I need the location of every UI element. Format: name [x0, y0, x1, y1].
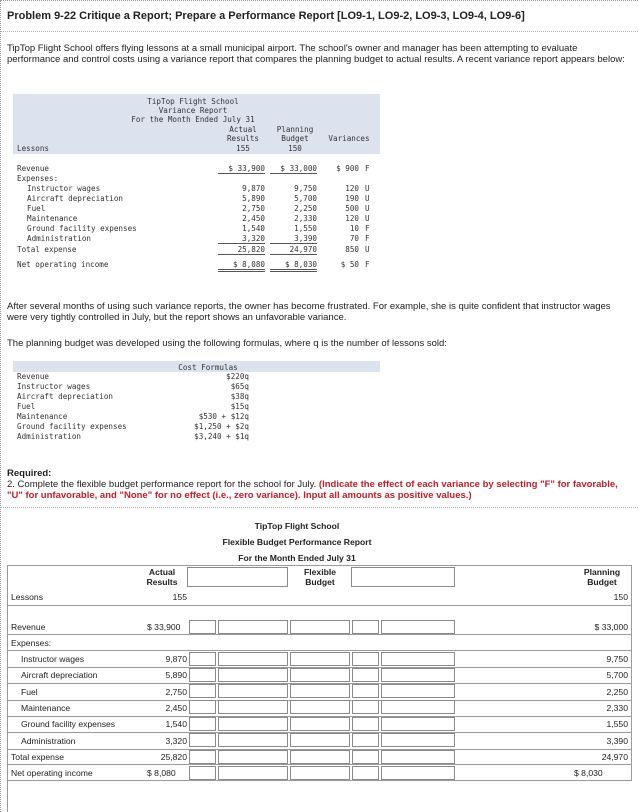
flex-expense-actual: 3,320: [165, 735, 187, 746]
variance-expense-flag: U: [365, 194, 370, 203]
variance-col-actual: Actual: [229, 125, 257, 134]
variance-period: For the Month Ended July 31: [131, 115, 255, 124]
flex-col-flexible-2: Budget: [305, 577, 335, 587]
intro-paragraph: TipTop Flight School offers flying lessons at a small municipal airport. The school's owner and manager has been attempting to evaluate performance and control costs using a variance report that compares the planning budget to actual results. A recent variance report appears below:: [7, 43, 625, 65]
required-red-text: (Indicate the effect of each variance by selecting "F" for favorable, "U" for unfavorable, and "None" for no effect (i.e., zero variance). Input all amounts as positive values.): [7, 479, 618, 501]
aircraft-depreciation-flex-plan-effect-select[interactable]: [381, 668, 455, 682]
actual-vs-flex-variance-header-input[interactable]: [187, 567, 288, 587]
variance-expense-flag: F: [365, 234, 370, 243]
required-block: [7, 468, 633, 501]
variance-total-label: Total expense: [17, 245, 77, 254]
fuel-flexible-budget-input[interactable]: [290, 684, 350, 698]
variance-revenue-label: Revenue: [17, 164, 50, 173]
variance-expense-plan: 2,330: [294, 214, 317, 223]
flex-col-flexible: Flexible: [304, 567, 336, 577]
flex-expense-plan: 9,750: [606, 654, 628, 664]
required-text: 2. Complete the flexible budget performance report for the school for July.: [7, 479, 317, 490]
table-right-border: [631, 565, 632, 780]
expenses-line: [7, 650, 632, 651]
instructor-wages-flex-plan-variance-input[interactable]: [352, 652, 379, 666]
flex-net-label: Net operating income: [11, 768, 93, 778]
aircraft-depreciation-actual-flex-variance-input[interactable]: [189, 668, 216, 682]
total-line: [7, 764, 632, 765]
revenue-actual-flex-effect-select[interactable]: [218, 620, 288, 634]
variance-revenue-var: $ 900: [336, 164, 359, 173]
maintenance-flexible-budget-input[interactable]: [290, 700, 350, 714]
formula-value: $65q: [230, 382, 249, 391]
flex-revenue-actual: $ 33,900: [147, 622, 181, 632]
variance-expense-flag: U: [365, 204, 370, 213]
required-divider: [1, 507, 639, 508]
variance-total-plan: 24,970: [270, 245, 317, 255]
variance-net-plan: $ 8,030: [270, 260, 317, 272]
flex-col-planning-2: Budget: [587, 577, 617, 587]
variance-revenue-actual: $ 33,900: [218, 164, 265, 174]
flex-expenses-label: Expenses:: [11, 638, 52, 648]
variance-expense-actual: 2,450: [242, 214, 265, 223]
variance-expense-flag: U: [365, 214, 370, 223]
variance-lessons-label: Lessons: [17, 144, 50, 153]
aircraft-depreciation-flexible-budget-input[interactable]: [290, 668, 350, 682]
variance-report-name: Variance Report: [158, 106, 228, 115]
flex-revenue-plan: $ 33,000: [594, 622, 628, 632]
formulas-header: Cost Formulas: [178, 363, 238, 372]
flex-expense-actual: 5,890: [165, 670, 187, 681]
ground-facility-flex-plan-variance-input[interactable]: [352, 717, 379, 731]
paragraph-frustration: After several months of using such variance reports, the owner has become frustrated. For example, she is quite confident that instructor wages were very tightly controlled in July, but the report shows an unfavorable variance.: [7, 301, 611, 323]
flex-expense-plan: 3,390: [606, 735, 628, 746]
variance-col-actual-2: Results: [226, 134, 259, 143]
revenue-line: [7, 634, 632, 635]
administration-flex-plan-effect-select[interactable]: [381, 733, 455, 747]
instructor-wages-flex-plan-effect-select[interactable]: [381, 652, 455, 666]
variance-company: TipTop Flight School: [147, 97, 239, 106]
variance-expenses-label: Expenses:: [17, 174, 59, 183]
maintenance-flex-plan-variance-input[interactable]: [352, 700, 379, 714]
flex-expense-actual: 2,750: [165, 686, 187, 697]
total-expense-actual-flex-effect-select[interactable]: [218, 750, 288, 764]
administration-flexible-budget-input[interactable]: [290, 733, 350, 747]
variance-expense-actual: 5,890: [242, 194, 265, 203]
ground-facility-flex-plan-effect-select[interactable]: [381, 717, 455, 731]
variance-expense-plan: 1,550: [294, 224, 317, 233]
aircraft-depreciation-flex-plan-variance-input[interactable]: [352, 668, 379, 682]
variance-col-planning: Planning: [276, 125, 314, 134]
fuel-flex-plan-effect-select[interactable]: [381, 684, 455, 698]
administration-flex-plan-variance-input[interactable]: [352, 733, 379, 747]
revenue-flex-plan-variance-input[interactable]: [352, 620, 379, 634]
title-divider: [1, 31, 639, 32]
variance-expense-label: Ground facility expenses: [27, 224, 137, 233]
variance-lessons-plan: 150: [288, 144, 302, 153]
flex-company: TipTop Flight School: [254, 521, 340, 531]
flex-expense-plan: 1,550: [606, 719, 628, 730]
total-expense-flexible-budget-input[interactable]: [290, 750, 350, 764]
flex-lessons-plan: 150: [613, 592, 628, 602]
net-operating-income-flexible-budget-input[interactable]: [290, 766, 350, 780]
variance-expense-plan: 5,700: [294, 194, 317, 203]
instructor-wages-flexible-budget-input[interactable]: [290, 652, 350, 666]
variance-expense-plan: 3,390: [270, 234, 317, 244]
variance-expense-label: Instructor wages: [27, 184, 101, 193]
total-expense-flex-plan-variance-input[interactable]: [352, 750, 379, 764]
flex-expense-actual: 2,450: [165, 702, 187, 713]
variance-expense-var: 190: [345, 194, 359, 203]
flex-expense-label: Ground facility expenses: [21, 719, 116, 730]
flex-expense-label: Fuel: [21, 686, 38, 697]
flex-expense-plan: 5,700: [606, 670, 628, 681]
revenue-actual-flex-variance-input[interactable]: [189, 620, 216, 634]
variance-expense-actual: 2,750: [242, 204, 265, 213]
flex-total-actual: 25,820: [160, 752, 187, 762]
flex-net-plan: $ 8,030: [574, 768, 603, 778]
formula-value: $220q: [226, 372, 249, 381]
variance-net-flag: F: [365, 260, 370, 269]
flex-lessons-label: Lessons: [11, 592, 44, 602]
variance-expense-plan: 2,250: [294, 204, 317, 213]
total-expense-actual-flex-variance-input[interactable]: [189, 750, 216, 764]
fuel-actual-flex-effect-select[interactable]: [218, 684, 288, 698]
flex-expense-label: Instructor wages: [21, 654, 85, 664]
flex-expense-actual: 9,870: [165, 654, 187, 664]
variance-expense-flag: U: [365, 184, 370, 193]
variance-expense-label: Administration: [27, 234, 92, 243]
variance-net-label: Net operating income: [17, 260, 109, 269]
fuel-flex-plan-variance-input[interactable]: [352, 684, 379, 698]
formula-value: $530 + $12q: [198, 412, 249, 421]
net-operating-income-actual-flex-effect-select[interactable]: [218, 766, 288, 780]
revenue-flex-plan-effect-select[interactable]: [381, 620, 455, 634]
net-operating-income-actual-flex-variance-input[interactable]: [189, 766, 216, 780]
variance-col-planning-2: Budget: [281, 134, 309, 143]
flex-col-actual: Actual: [148, 567, 176, 577]
formula-value: $38q: [230, 392, 249, 401]
variance-col-variances: Variances: [328, 134, 370, 143]
ground-facility-actual-flex-variance-input[interactable]: [189, 717, 216, 731]
flex-period: For the Month Ended July 31: [238, 553, 356, 563]
administration-actual-flex-effect-select[interactable]: [218, 733, 288, 747]
maintenance-actual-flex-effect-select[interactable]: [218, 700, 288, 714]
variance-expense-label: Aircraft depreciation: [27, 194, 124, 203]
variance-expense-plan: 9,750: [294, 184, 317, 193]
flex-expense-label: Administration: [21, 735, 76, 746]
variance-expense-actual: 3,320: [218, 234, 265, 244]
flex-expense-label: Aircraft depreciation: [21, 670, 98, 681]
variance-revenue-plan: $ 33,000: [270, 164, 317, 174]
maintenance-actual-flex-variance-input[interactable]: [189, 700, 216, 714]
paragraph-formulas-text: The planning budget was developed using the following formulas, where q is the number of lessons sold:: [7, 338, 447, 349]
flex-col-planning: Planning: [583, 567, 621, 577]
header-line: [7, 565, 632, 566]
table-bottom-border: [7, 780, 632, 781]
variance-total-actual: 25,820: [218, 245, 265, 255]
flex-lessons-actual: 155: [172, 592, 187, 602]
variance-total-flag: U: [365, 245, 370, 254]
variance-total-var: 850: [345, 245, 359, 254]
formula-label: Aircraft depreciation: [17, 392, 114, 401]
flex-expense-actual: 1,540: [165, 719, 187, 730]
net-operating-income-flex-plan-effect-select[interactable]: [381, 766, 455, 780]
variance-expense-var: 120: [345, 184, 359, 193]
instructor-wages-actual-flex-effect-select[interactable]: [218, 652, 288, 666]
cost-formulas-table: [13, 361, 380, 449]
formula-label: Instructor wages: [17, 382, 91, 391]
formula-label: Fuel: [17, 402, 36, 411]
ground-facility-actual-flex-effect-select[interactable]: [218, 717, 288, 731]
fuel-actual-flex-variance-input[interactable]: [189, 684, 216, 698]
administration-actual-flex-variance-input[interactable]: [189, 733, 216, 747]
problem-title: Problem 9-22 Critique a Report; Prepare a Performance Report [LO9-1, LO9-2, LO9-3, LO9-4, LO9-6]: [7, 10, 525, 22]
formula-value: $15q: [230, 402, 249, 411]
flex-vs-plan-variance-header-input[interactable]: [351, 567, 455, 587]
flex-expense-plan: 2,330: [606, 702, 628, 713]
flex-report-name: Flexible Budget Performance Report: [222, 537, 372, 547]
flex-net-actual: $ 8,080: [147, 768, 176, 778]
variance-expense-var: 500: [345, 204, 359, 213]
flex-total-label: Total expense: [11, 752, 65, 762]
variance-expense-actual: 9,870: [242, 184, 265, 193]
formula-label: Administration: [17, 432, 82, 441]
formula-label: Revenue: [17, 372, 50, 381]
lessons-line: [7, 605, 632, 606]
net-operating-income-flex-plan-variance-input[interactable]: [352, 766, 379, 780]
flex-expense-label: Maintenance: [21, 702, 71, 713]
aircraft-depreciation-actual-flex-effect-select[interactable]: [218, 668, 288, 682]
paragraph-formulas-intro: [7, 338, 632, 349]
formula-value: $1,250 + $2q: [194, 422, 249, 431]
variance-expense-var: 10: [349, 224, 359, 233]
required-instructions: [7, 479, 633, 501]
flex-revenue-label: Revenue: [11, 622, 46, 632]
variance-expense-var: 120: [345, 214, 359, 223]
maintenance-flex-plan-effect-select[interactable]: [381, 700, 455, 714]
top-border: [1, 0, 639, 1]
variance-expense-label: Maintenance: [27, 214, 78, 223]
variance-net-actual: $ 8,080: [218, 260, 265, 272]
formula-value: $3,240 + $1q: [194, 432, 249, 441]
flex-col-actual-2: Results: [146, 577, 178, 587]
variance-lessons-actual: 155: [236, 144, 250, 153]
revenue-flexible-budget-input[interactable]: [290, 620, 350, 634]
variance-expense-var: 70: [349, 234, 359, 243]
required-label: Required:: [7, 468, 52, 479]
variance-net-var: $ 50: [340, 260, 359, 269]
flex-total-plan: 24,970: [601, 752, 628, 762]
instructor-wages-actual-flex-variance-input[interactable]: [189, 652, 216, 666]
variance-revenue-flag: F: [365, 164, 370, 173]
variance-report: [13, 94, 380, 280]
formula-label: Maintenance: [17, 412, 68, 421]
total-expense-flex-plan-effect-select[interactable]: [381, 750, 455, 764]
table-left-border: [7, 565, 8, 812]
variance-expense-flag: F: [365, 224, 370, 233]
ground-facility-flexible-budget-input[interactable]: [290, 717, 350, 731]
flexible-budget-answer-table: [7, 517, 632, 782]
flex-expense-plan: 2,250: [606, 686, 628, 697]
variance-expense-actual: 1,540: [242, 224, 265, 233]
formula-label: Ground facility expenses: [17, 422, 127, 431]
variance-expense-label: Fuel: [27, 204, 46, 213]
